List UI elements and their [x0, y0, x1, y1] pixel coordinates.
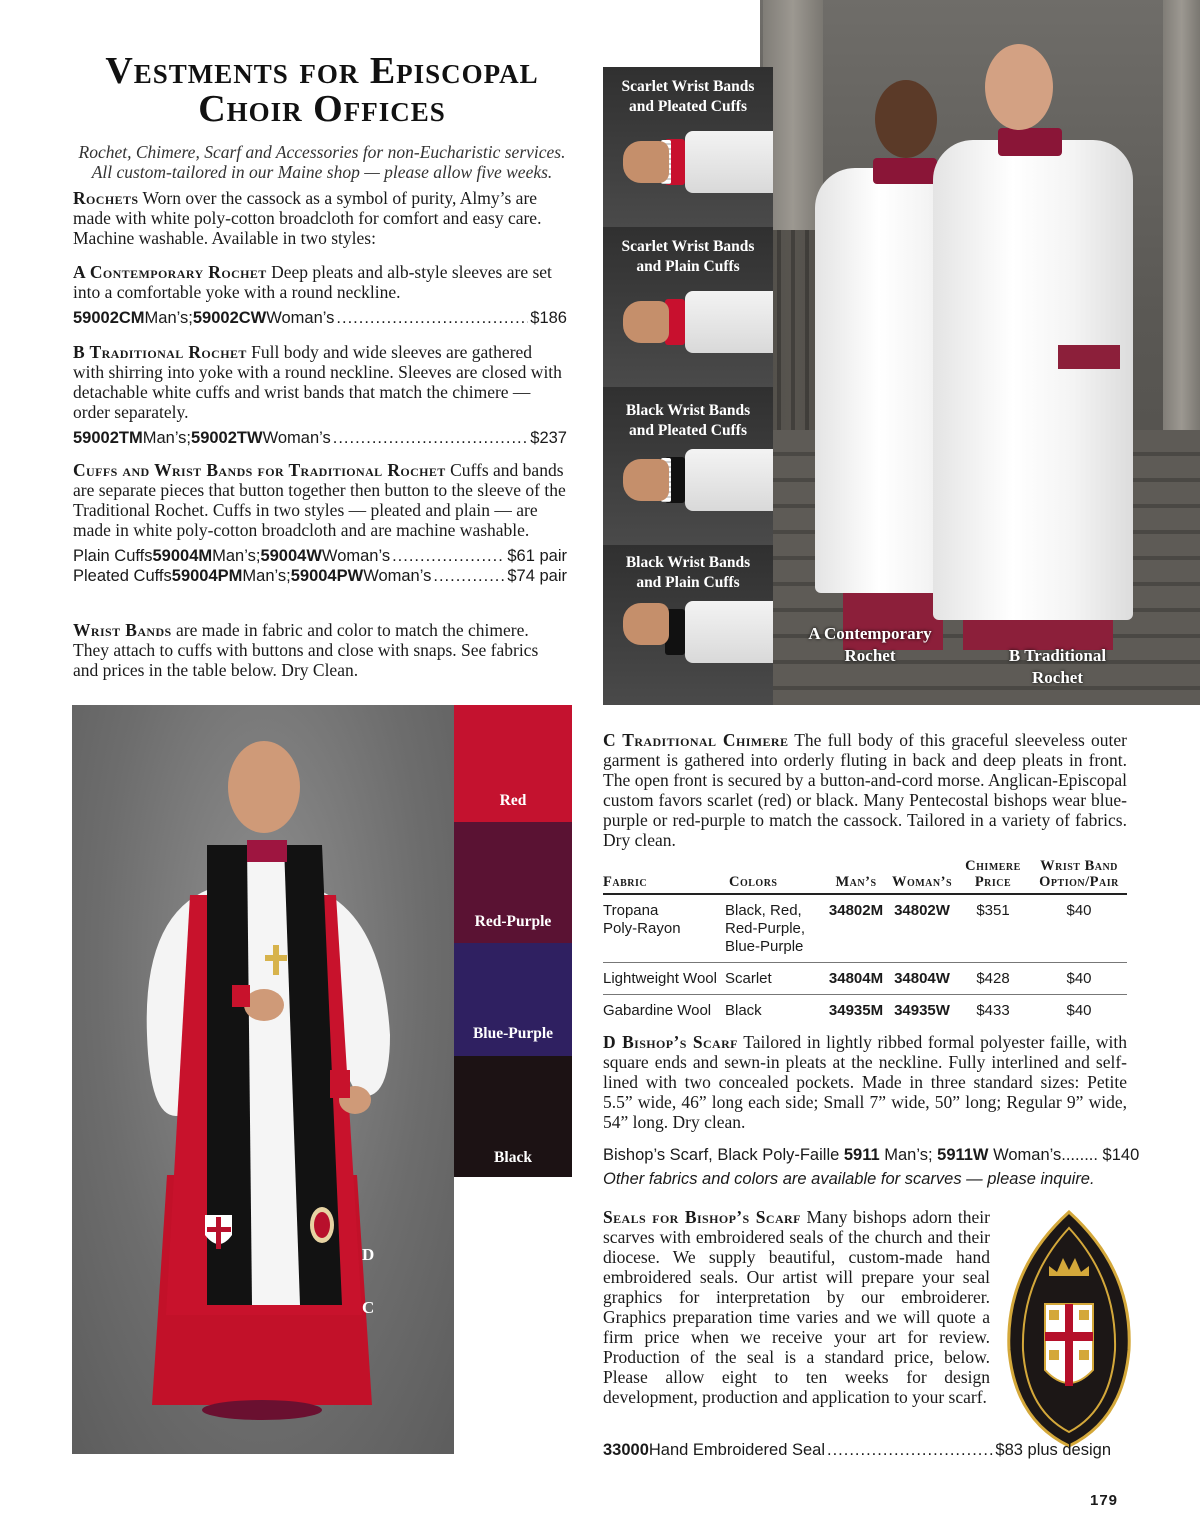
scarf-paragraph — [603, 1032, 1127, 1132]
cuff-photo-caption — [603, 77, 773, 116]
wristbands-paragraph — [73, 620, 567, 680]
wristbands-heading: Wrist Bands — [73, 620, 172, 640]
traditional-code-woman: 59002TW — [191, 429, 263, 447]
traditional-rochet-paragraph — [73, 342, 567, 448]
caption-line-2: and Plain Cuffs — [636, 257, 740, 275]
rochet-sleeve — [685, 131, 773, 193]
column-header-womans: Woman’s — [889, 858, 955, 894]
contemporary-code-man: 59002CM — [73, 309, 145, 327]
caption-line-1: Scarlet Wrist Bands — [621, 78, 755, 95]
title-line-2: Choir Offices — [198, 88, 446, 130]
bishop-figure — [72, 705, 454, 1454]
contemporary-rochet-paragraph — [73, 262, 567, 328]
traditional-rochet-figure — [933, 140, 1133, 620]
cell-line: Blue-Purple — [725, 938, 804, 955]
plain-cuffs-code-woman: 59004W — [260, 547, 322, 565]
seals-heading: Seals for Bishop’s Scarf — [603, 1207, 801, 1227]
cell-code-woman: 34935W — [894, 1002, 950, 1019]
pleated-cuffs-price: $74 pair — [507, 567, 567, 585]
table-header-row — [603, 858, 1127, 894]
cell-colors — [723, 894, 823, 963]
caption-line-2: and Pleated Cuffs — [629, 421, 747, 439]
contemporary-price-line — [73, 308, 567, 328]
label-d-scarf: D — [362, 1245, 375, 1264]
scarf-heading: D Bishop’s Scarf — [603, 1032, 738, 1052]
rochets-text: Worn over the cassock as a symbol of purity, Almy’s are made with white poly-cotton broadcloth for comfort and easy care. Machine washable. Available in two styles: — [73, 188, 542, 248]
label-woman: Woman’s — [262, 429, 331, 447]
wristbands-text: are made in fabric and color to match the chimere. They attach to cuffs with buttons and close with snaps. See fabrics and prices in the table below. Dry Clean. — [73, 620, 539, 680]
swatch-label: Black — [494, 1149, 532, 1166]
cuff-photo-caption — [603, 553, 773, 592]
cell-line: Black, Red, — [725, 902, 802, 919]
hand — [623, 141, 669, 183]
cell-band-price: $40 — [1066, 1002, 1092, 1019]
cell-code-man: 34802M — [823, 894, 889, 963]
caption-line-1: Black Wrist Bands — [625, 554, 751, 571]
hand — [623, 603, 669, 645]
cell-code-woman: 34802W — [889, 894, 955, 963]
scarf-price: $140 — [1097, 1146, 1140, 1164]
seals-text: Many bishops adorn their scarves with embroidered seals of the church and their diocese. We supply beautiful, custom-made hand embroidered seals. Our artist will prepare your seal graphics for interpretation by our embroiderer. Graphics preparation time varies and we will quote a firm price when we receive your art for review. Production of the seal is a standard price, below. Please allow eight to ten weeks for design development, production and application to your scarf. — [603, 1207, 990, 1407]
scarf-note: Other fabrics and colors are available for scarves — please inquire. — [603, 1170, 1095, 1188]
model-head — [875, 80, 937, 158]
plain-cuffs-code-man: 59004M — [152, 547, 213, 565]
label-man: Man’s; — [144, 309, 193, 327]
caption-line-1: A Contemporary — [808, 624, 932, 643]
pleated-cuffs-code-man: 59004PM — [171, 567, 243, 585]
seal-label: Hand Embroidered Seal — [648, 1441, 825, 1459]
label-man: Man’s; — [212, 547, 261, 565]
caption-traditional-rochet — [975, 645, 1140, 689]
chimere-text: The full body of this graceful sleeveless outer garment is gathered into orderly fluting in back and deep pleats in front. The open front is secured by a button-and-cord morse. Anglican-Episcopal custom favors scarlet (red) or black. Many Pentecostal bishops wear blue-purple or red-purple to match the cassock. Tailored in a variety of fabrics. Dry clean. — [603, 730, 1127, 850]
scarf-label: Bishop’s Scarf, Black Poly-Faille — [603, 1146, 844, 1164]
rochets-paragraph — [73, 188, 567, 248]
scarlet-wrist-band — [1058, 345, 1120, 369]
label-woman: Woman’s — [321, 547, 391, 565]
rochets-heading: Rochets — [73, 188, 139, 208]
caption-line-1: Scarlet Wrist Bands — [621, 238, 755, 255]
traditional-heading: B Traditional Rochet — [73, 342, 247, 362]
cuff-photo-2 — [603, 227, 773, 387]
cell-fabric: Lightweight Wool — [603, 963, 723, 995]
swatch-blue-purple — [454, 943, 572, 1056]
contemporary-code-woman: 59002CW — [192, 309, 267, 327]
plain-cuffs-price-line — [73, 546, 567, 566]
header-line: Option/Pair — [1039, 874, 1119, 890]
cuff-photo-4 — [603, 545, 773, 705]
swatch-label: Red-Purple — [474, 913, 552, 930]
label-woman: Woman’s — [363, 567, 432, 585]
clerical-collar — [873, 158, 937, 184]
label-woman: Woman’s........ — [988, 1146, 1098, 1164]
caption-line-2: and Plain Cuffs — [636, 573, 740, 591]
cuffs-text: Cuffs and bands are separate pieces that button together then button to the sleeve of the Traditional Rochet. Cuffs in two styles — pleated and plain — are made in white poly-cotton broadcloth and are machine washable. — [73, 460, 566, 540]
label-man: Man’s; — [879, 1146, 938, 1164]
caption-line-2: Rochet — [844, 646, 896, 665]
cell-price: $433 — [976, 1002, 1010, 1019]
cuffs-heading: Cuffs and Wrist Bands for Traditional Rochet — [73, 460, 446, 480]
cell-price: $428 — [955, 963, 1031, 995]
bishop-chimere-photo — [72, 705, 454, 1454]
cuff-photo-caption — [603, 401, 773, 440]
column-header-chimere-price — [955, 858, 1031, 894]
cell-code-woman: 34804W — [889, 963, 955, 995]
swatch-label: Red — [499, 792, 527, 809]
contemporary-heading: A Contemporary Rochet — [73, 262, 267, 282]
subtitle-line-1: Rochet, Chimere, Scarf and Accessories for non-Eucharistic services. — [78, 142, 566, 162]
traditional-price: $237 — [530, 429, 567, 447]
label-man: Man’s; — [242, 567, 291, 585]
episcopal-seal-image — [1005, 1210, 1133, 1448]
table-row — [603, 963, 1127, 995]
plain-cuffs-label: Plain Cuffs — [73, 547, 153, 565]
cell-line: Poly-Rayon — [603, 920, 681, 937]
cell-colors: Scarlet — [723, 963, 823, 995]
seal-price-line — [603, 1440, 1111, 1460]
column-header-fabric: Fabric — [603, 858, 723, 894]
pleated-cuffs-code-woman: 59004PW — [290, 567, 364, 585]
column-header-wristband — [1031, 858, 1127, 894]
cell-code-man: 34935M — [828, 1002, 884, 1019]
traditional-price-line — [73, 428, 567, 448]
traditional-code-man: 59002TM — [73, 429, 143, 447]
cell-code-man: 34804M — [823, 963, 889, 995]
dot-leader — [333, 428, 529, 448]
header-line: Wrist Band — [1040, 858, 1118, 874]
model-head — [985, 44, 1053, 130]
page-title — [72, 52, 572, 128]
plain-cuffs-price: $61 pair — [507, 547, 567, 565]
cell-band-price: $40 — [1031, 894, 1127, 963]
scarf-code-man: 5911 — [843, 1146, 880, 1164]
page-margin — [603, 0, 760, 67]
seals-paragraph — [603, 1207, 990, 1407]
contemporary-price: $186 — [530, 309, 567, 327]
cell-colors: Black — [725, 1002, 762, 1019]
rochet-sleeve — [685, 291, 773, 353]
cuffs-paragraph — [73, 460, 567, 586]
caption-contemporary-rochet — [790, 623, 950, 667]
hand — [623, 459, 669, 501]
header-line: Chimere — [965, 858, 1021, 874]
seal-price: $83 plus design — [995, 1441, 1111, 1459]
label-man: Man’s; — [142, 429, 192, 447]
column-header-colors: Colors — [723, 858, 823, 894]
cuff-photo-3 — [603, 387, 773, 545]
cuff-photo-caption — [603, 237, 773, 276]
dot-leader — [392, 546, 505, 566]
swatch-red — [454, 705, 572, 822]
scarf-price-line — [603, 1145, 1140, 1165]
caption-line-1: Black Wrist Bands — [625, 402, 751, 419]
hand — [623, 301, 669, 343]
caption-line-2: and Pleated Cuffs — [629, 97, 747, 115]
rochet-sleeve — [685, 601, 773, 663]
column-header-mans: Man’s — [823, 858, 889, 894]
chimere-paragraph — [603, 730, 1127, 850]
table-row — [603, 894, 1127, 963]
subtitle-line-2: All custom-tailored in our Maine shop — please allow five weeks. — [91, 162, 553, 182]
scarf-code-woman: 5911W — [937, 1146, 989, 1164]
cell-price: $351 — [955, 894, 1031, 963]
rochet-sleeve — [685, 449, 773, 511]
chimere-heading: C Traditional Chimere — [603, 730, 789, 750]
dot-leader — [336, 308, 528, 328]
cuff-photo-1 — [603, 67, 773, 227]
cell-line: Red-Purple, — [725, 920, 806, 937]
traditional-text: Full body and wide sleeves are gathered with shirring into yoke with a round neckline. Sleeves are closed with detachable white cuffs and wrist bands that match the chimere — order separately. — [73, 342, 562, 422]
page-number: 179 — [1090, 1492, 1119, 1509]
cell-band-price: $40 — [1031, 963, 1127, 995]
chimere-fabric-table — [603, 858, 1127, 1026]
pleated-cuffs-label: Pleated Cuffs — [73, 567, 172, 585]
scarf-text: Tailored in lightly ribbed formal polyester faille, with square ends and sewn-in pleats at the neckline. Fully interlined and self-lined with two concealed pockets. Made in three standard sizes: Petite 5.5” wide, 46” long each side; Small 7” wide, 50” long; Regular 9” wide, 54” long. Dry clean. — [603, 1032, 1128, 1132]
contemporary-text: Deep pleats and alb-style sleeves are set into a comfortable yoke with a round neckline. — [73, 262, 552, 302]
label-c-chimere: C — [362, 1298, 375, 1317]
swatch-red-purple — [454, 822, 572, 943]
label-woman: Woman’s — [266, 309, 335, 327]
cell-fabric: Gabardine Wool — [603, 1002, 712, 1019]
dot-leader — [827, 1440, 993, 1460]
dot-leader — [433, 566, 505, 586]
clerical-collar — [998, 128, 1062, 156]
header-line: Price — [974, 874, 1012, 890]
table-row — [603, 995, 1127, 1027]
swatch-black — [454, 1056, 572, 1177]
cell-fabric — [603, 894, 723, 963]
cell-line: Tropana — [603, 902, 659, 919]
caption-line-2: Rochet — [1032, 668, 1083, 687]
page-subtitle — [72, 142, 572, 182]
title-line-1: Vestments for Episcopal — [105, 50, 539, 92]
swatch-label: Blue-Purple — [472, 1025, 554, 1042]
seal-code: 33000 — [603, 1441, 649, 1459]
pleated-cuffs-price-line — [73, 566, 567, 586]
caption-line-1: B Traditional — [1008, 646, 1107, 665]
title-block — [72, 52, 572, 182]
